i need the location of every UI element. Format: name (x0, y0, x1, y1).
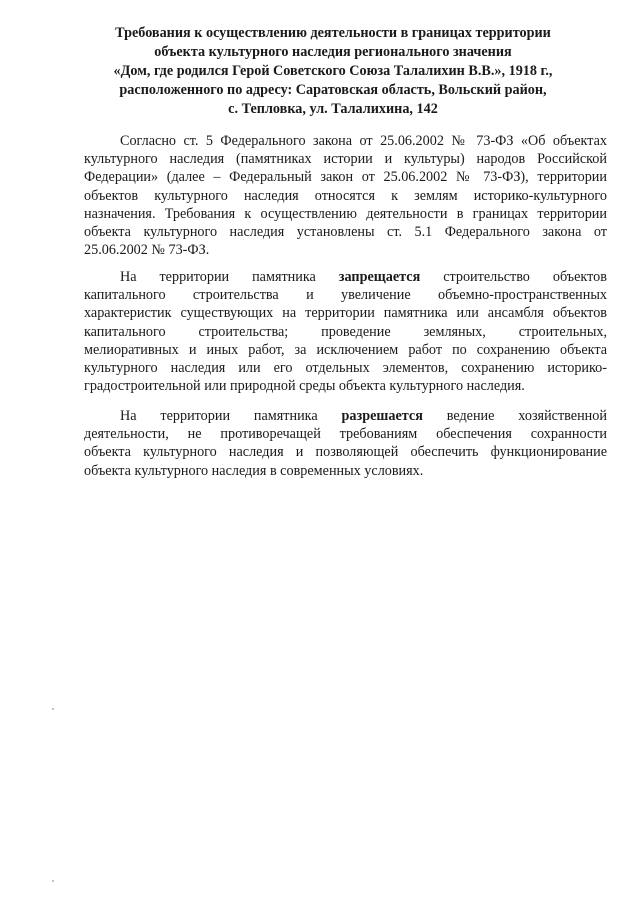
paragraph-line: назначения. Требования к осуществлению деятельности в границах территории (84, 205, 607, 222)
word: территории (159, 269, 230, 285)
paragraph-permissions (84, 407, 607, 480)
paragraph-legal-basis (84, 132, 607, 259)
paragraph-first-line (84, 268, 607, 286)
paragraph-line: градостроительной или природной среды объекта культурного наследия. (84, 378, 525, 395)
paragraph-prohibitions (84, 268, 607, 395)
paragraph-line: капитального строительства; проведение земляных, строительных, (84, 323, 607, 340)
word: строительство (443, 269, 530, 285)
paragraph-line: капитального строительства и увеличение объемно-пространственных (84, 287, 607, 304)
word: хозяйственной (518, 408, 607, 424)
title-line: Требования к осуществлению деятельности в границах территории (115, 25, 551, 41)
title-line: расположенного по адресу: Саратовская область, Вольский район, (119, 82, 547, 98)
word: ведение (446, 408, 495, 424)
paragraph-line: 25.06.2002 № 73-ФЗ. (84, 242, 210, 259)
paragraph-line: характеристик существующих на территории памятника или ансамбля объектов (84, 305, 607, 322)
title-line: «Дом, где родился Герой Советского Союза Талалихин В.В.», 1918 г., (113, 63, 553, 79)
paragraph-line: деятельности, не противоречащей требованиям обеспечения сохранности (84, 426, 607, 443)
word: памятника (253, 408, 318, 424)
scan-speck (52, 880, 54, 882)
title-line: с. Тепловка, ул. Талалихина, 142 (228, 101, 438, 117)
prohibited-keyword: запрещается (338, 269, 421, 285)
paragraph-line: Федерации» (далее – Федеральный закон от 25.06.2002 № 73-ФЗ), территории (84, 169, 607, 186)
paragraph-line: объекта культурного наследия и позволяющей обеспечить функционирование (84, 444, 607, 461)
word: На (120, 408, 137, 424)
paragraph-first-line (84, 407, 607, 425)
paragraph-line: культурного наследия или его отдельных элементов, сохранению историко- (84, 360, 607, 377)
word: территории (160, 408, 231, 424)
paragraph-line: мелиоративных и иных работ, за исключением работ по сохранению объекта (84, 341, 607, 358)
permitted-keyword: разрешается (341, 408, 423, 424)
document-title (88, 24, 578, 119)
paragraph-line: объектов культурного наследия относятся к землям историко-культурного (84, 187, 607, 204)
word: объектов (552, 269, 607, 285)
paragraph-line: объекта культурного наследия в современных условиях. (84, 462, 424, 479)
scan-speck (52, 708, 54, 710)
paragraph-line: культурного наследия (памятниках истории и культуры) народов Российской (84, 151, 607, 168)
paragraph-line: Согласно ст. 5 Федерального закона от 25.06.2002 № 73-ФЗ «Об объектах (120, 133, 607, 149)
word: На (120, 269, 137, 285)
word: памятника (252, 269, 316, 285)
paragraph-line: объекта культурного наследия установлены ст. 5.1 Федерального закона от (84, 224, 607, 241)
title-line: объекта культурного наследия регионального значения (154, 44, 512, 60)
